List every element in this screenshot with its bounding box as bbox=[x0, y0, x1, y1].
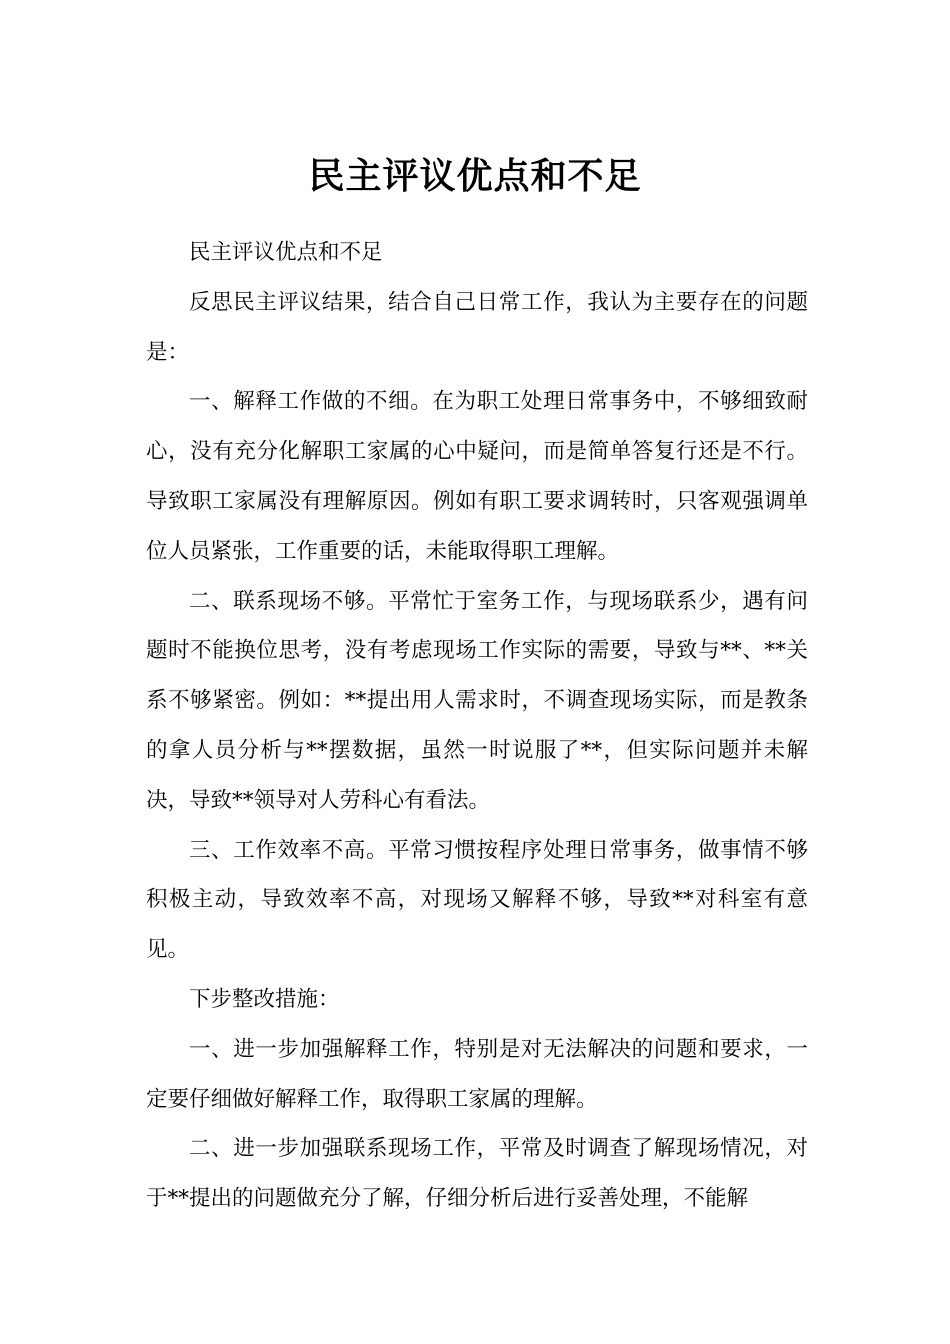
paragraph-measures-heading: 下步整改措施： bbox=[189, 986, 340, 1012]
paragraph-intro: 反思民主评议结果，结合自己日常工作，我认为主要存在的问题是： bbox=[146, 289, 808, 365]
paragraph-problem-3: 三、工作效率不高。平常习惯按程序处理日常事务，做事情不够积极主动，导致效率不高，对现场又解释不够，导致**对科室有意见。 bbox=[146, 837, 808, 963]
paragraph-measure-2: 二、进一步加强联系现场工作，平常及时调查了解现场情况，对于**提出的问题做充分了解，仔细分析后进行妥善处理，不能解 bbox=[146, 1136, 808, 1212]
paragraph-problem-1: 一、解释工作做的不细。在为职工处理日常事务中，不够细致耐心，没有充分化解职工家属的心中疑问，而是简单答复行还是不行。导致职工家属没有理解原因。例如有职工要求调转时，只客观强调单位人员紧张，工作重要的话，未能取得职工理解。 bbox=[146, 389, 808, 564]
document-title: 民主评议优点和不足 bbox=[308, 155, 642, 198]
paragraph-subtitle: 民主评议优点和不足 bbox=[189, 240, 383, 265]
document-body bbox=[146, 228, 808, 1224]
paragraph-measure-1: 一、进一步加强解释工作，特别是对无法解决的问题和要求，一定要仔细做好解释工作，取得职工家属的理解。 bbox=[146, 1036, 808, 1112]
paragraph-problem-2: 二、联系现场不够。平常忙于室务工作，与现场联系少，遇有问题时不能换位思考，没有考虑现场工作实际的需要，导致与**、**关系不够紧密。例如：**提出用人需求时，不调查现场实际，而是教条的拿人员分析与**摆数据，虽然一时说服了**，但实际问题并未解决，导致**领导对人劳科心有看法。 bbox=[146, 588, 808, 813]
